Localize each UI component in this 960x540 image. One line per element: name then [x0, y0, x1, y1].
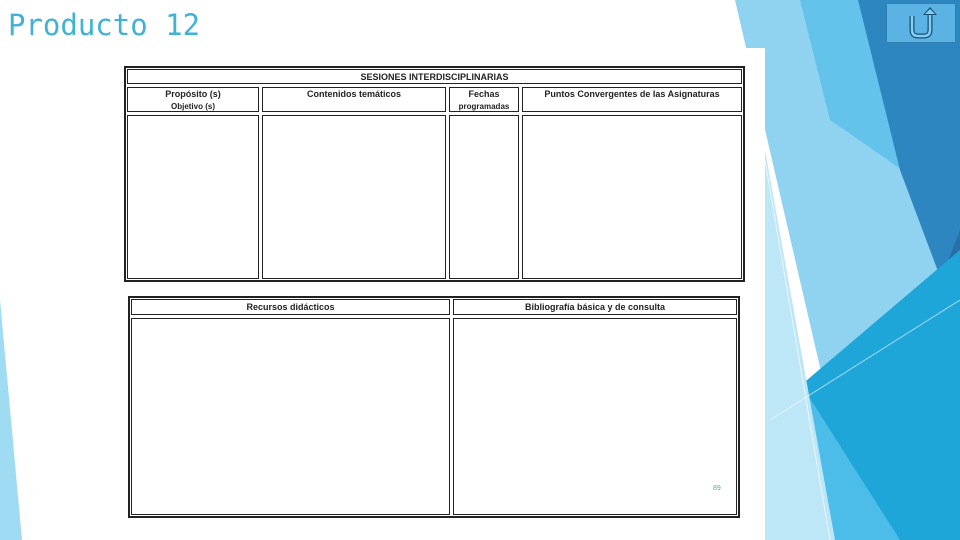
sessions-table-title: SESIONES INTERDISCIPLINARIAS — [360, 72, 509, 82]
body-cell-purpose — [127, 115, 259, 279]
slide-title: Producto 12 — [8, 8, 201, 42]
body-cell-dates — [449, 115, 519, 279]
header-convergent-points: Puntos Convergentes de las Asignaturas — [544, 89, 720, 99]
header-dates-line2: programadas — [458, 102, 510, 111]
body-cell-convergent-points — [522, 115, 742, 279]
u-turn-arrow-icon — [904, 6, 938, 40]
header-contents: Contenidos temáticos — [306, 89, 401, 99]
page-number: 89 — [713, 485, 721, 492]
resources-body-cell-bibliography — [453, 318, 737, 515]
resources-body-cell-didactic — [131, 318, 450, 515]
header-purpose-line1: Propósito (s) — [165, 89, 221, 99]
header-dates-line1: Fechas — [468, 89, 500, 99]
header-didactic-resources: Recursos didácticos — [246, 302, 335, 312]
header-purpose-line2: Objetivo (s) — [170, 102, 215, 111]
document-page — [110, 48, 765, 540]
back-button[interactable] — [886, 3, 956, 43]
body-cell-contents — [262, 115, 446, 279]
header-bibliography: Bibliografía básica y de consulta — [524, 302, 666, 312]
